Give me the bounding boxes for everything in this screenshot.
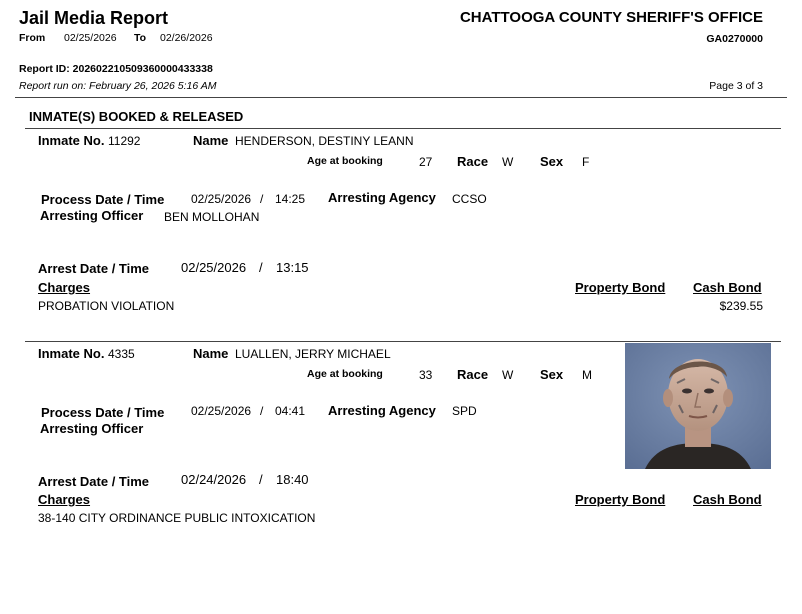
age-value: 27: [419, 155, 433, 169]
race-value: W: [502, 155, 514, 169]
agency-name: CHATTOOGA COUNTY SHERIFF'S OFFICE: [459, 9, 763, 26]
arrest-date: 02/24/2026: [181, 472, 247, 487]
agency-value: CCSO: [452, 192, 487, 206]
arrest-time: 18:40: [276, 472, 309, 487]
cash-bond-label: Cash Bond: [693, 280, 762, 295]
report-title: Jail Media Report: [19, 8, 169, 28]
record-divider: [25, 341, 781, 342]
agency-value: SPD: [452, 404, 477, 418]
charges-label: Charges: [38, 492, 91, 507]
process-time: 14:25: [275, 192, 306, 206]
officer-label: Arresting Officer: [40, 421, 144, 436]
cash-bond-value: $239.55: [719, 299, 763, 313]
race-label: Race: [457, 154, 489, 169]
race-value: W: [502, 368, 514, 382]
report-id: Report ID: 202602210509360000433338: [19, 63, 213, 75]
inmate-name: LUALLEN, JERRY MICHAEL: [235, 347, 391, 361]
sex-value: M: [582, 368, 592, 382]
section-divider: [25, 128, 781, 129]
arrest-date: 02/25/2026: [181, 260, 247, 275]
sex-label: Sex: [540, 367, 564, 382]
race-label: Race: [457, 367, 489, 382]
agency-label: Arresting Agency: [328, 403, 436, 418]
age-label: Age at booking: [307, 368, 383, 380]
to-label: To: [134, 32, 147, 44]
inmate-photo: [625, 343, 771, 469]
property-bond-label: Property Bond: [575, 492, 666, 507]
section-title: INMATE(S) BOOKED & RELEASED: [29, 109, 244, 124]
charge-text: 38-140 CITY ORDINANCE PUBLIC INTOXICATION: [38, 511, 316, 525]
inmate-no-label: Inmate No.: [38, 133, 105, 148]
process-label: Process Date / Time: [41, 192, 165, 207]
from-label: From: [19, 32, 46, 44]
name-label: Name: [193, 346, 229, 361]
process-time: 04:41: [275, 404, 306, 418]
page-number: Page 3 of 3: [709, 80, 763, 92]
process-label: Process Date / Time: [41, 405, 165, 420]
officer-label: Arresting Officer: [40, 208, 144, 223]
inmate-name: HENDERSON, DESTINY LEANN: [235, 134, 414, 148]
age-value: 33: [419, 368, 433, 382]
slash: /: [259, 472, 263, 487]
to-date: 02/26/2026: [160, 32, 213, 44]
report-run: Report run on: February 26, 2026 5:16 AM: [19, 80, 217, 92]
charges-label: Charges: [38, 280, 91, 295]
header-divider: [15, 97, 787, 98]
age-label: Age at booking: [307, 155, 383, 167]
sex-label: Sex: [540, 154, 564, 169]
agency-label: Arresting Agency: [328, 190, 436, 205]
process-date: 02/25/2026: [191, 192, 252, 206]
slash: /: [259, 260, 263, 275]
inmate-no-label: Inmate No.: [38, 346, 105, 361]
charge-text: PROBATION VIOLATION: [38, 299, 175, 313]
from-date: 02/25/2026: [64, 32, 117, 44]
slash: /: [260, 192, 264, 206]
name-label: Name: [193, 133, 229, 148]
ori-code: GA0270000: [706, 33, 763, 45]
arrest-label: Arrest Date / Time: [38, 474, 150, 489]
sex-value: F: [582, 155, 590, 169]
process-date: 02/25/2026: [191, 404, 252, 418]
officer-value: BEN MOLLOHAN: [164, 210, 260, 224]
arrest-time: 13:15: [276, 260, 309, 275]
slash: /: [260, 404, 264, 418]
property-bond-label: Property Bond: [575, 280, 666, 295]
inmate-no: 4335: [108, 347, 135, 361]
inmate-no: 11292: [108, 134, 141, 148]
cash-bond-label: Cash Bond: [693, 492, 762, 507]
arrest-label: Arrest Date / Time: [38, 261, 150, 276]
